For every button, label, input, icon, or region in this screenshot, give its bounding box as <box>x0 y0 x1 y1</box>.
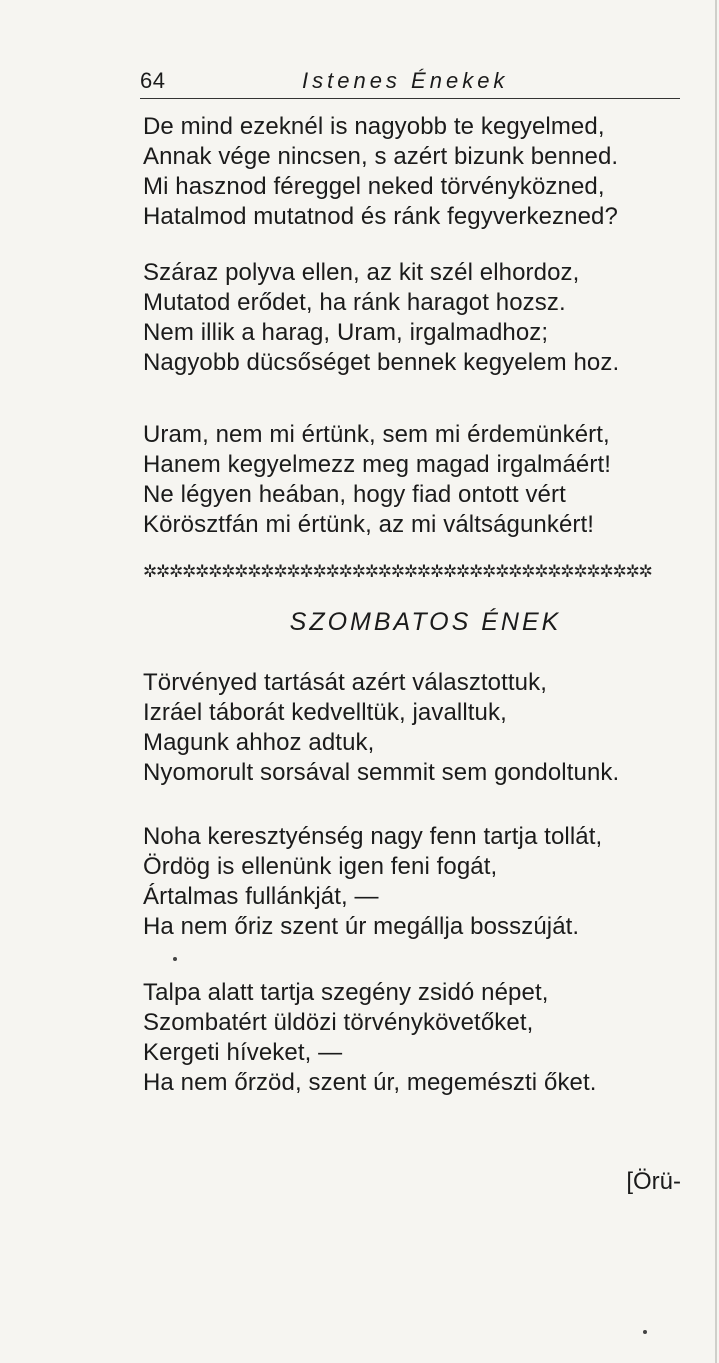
verse-line: Mi hasznod féreggel neked törvényközned, <box>143 173 605 200</box>
verse-line: Noha keresztyénség nagy fenn tartja tollát, <box>143 823 603 850</box>
stanza-2 <box>143 258 688 378</box>
verse-line: Nagyobb dücsőséget bennek kegyelem hoz. <box>143 349 620 376</box>
verse-line: Nem illik a harag, Uram, irgalmadhoz; <box>143 319 549 346</box>
stanza-6 <box>143 978 688 1098</box>
stanza-4 <box>143 668 688 788</box>
running-title: Istenes Énekek <box>302 68 509 93</box>
page-header <box>140 68 680 99</box>
verse-line: Nyomorult sorsával semmit sem gondoltunk. <box>143 759 620 786</box>
verse-line: Mutatod erődet, ha ránk haragot hozsz. <box>143 289 566 316</box>
catchword: [Örü- <box>626 1168 681 1195</box>
stanza-5 <box>143 822 688 942</box>
verse-line: Szombatért üldözi törvénykövetőket, <box>143 1009 534 1036</box>
verse-line: Magunk ahhoz adtuk, <box>143 729 375 756</box>
page-number: 64 <box>140 68 166 93</box>
verse-line: Ne légyen heában, hogy fiad ontott vért <box>143 481 566 508</box>
verse-line: Ha nem őriz szent úr megállja bosszúját. <box>143 913 580 940</box>
verse-line: Törvényed tartását azért választottuk, <box>143 669 547 696</box>
verse-line: Kergeti híveket, — <box>143 1039 343 1066</box>
verse-line: Uram, nem mi értünk, sem mi érdemünkért, <box>143 421 610 448</box>
verse-line: Ördög is ellenünk igen feni fogát, <box>143 853 498 880</box>
verse-line: Körösztfán mi értünk, az mi váltságunkért! <box>143 511 595 538</box>
verse-line: Ha nem őrzöd, szent úr, megemészti őket. <box>143 1069 597 1096</box>
stanza-1 <box>143 112 688 232</box>
page-edge <box>715 0 717 1363</box>
verse-line: Száraz polyva ellen, az kit szél elhordoz, <box>143 259 580 286</box>
ink-speck <box>643 1330 647 1334</box>
asterisk-separator: ✲✲✲✲✲✲✲✲✲✲✲✲✲✲✲✲✲✲✲✲✲✲✲✲✲✲✲✲✲✲✲✲✲✲✲✲✲✲✲ <box>143 562 652 582</box>
ink-speck <box>173 957 177 961</box>
stanza-3 <box>143 420 688 540</box>
verse-line: Hatalmod mutatnod és ránk fegyverkezned? <box>143 203 618 230</box>
verse-line: Talpa alatt tartja szegény zsidó népet, <box>143 979 549 1006</box>
verse-line: De mind ezeknél is nagyobb te kegyelmed, <box>143 113 605 140</box>
verse-line: Izráel táborát kedvelltük, javalltuk, <box>143 699 507 726</box>
verse-line: Ártalmas fullánkját, — <box>143 883 379 910</box>
verse-line: Hanem kegyelmezz meg magad irgalmáért! <box>143 451 611 478</box>
verse-line: Annak vége nincsen, s azért bizunk benned. <box>143 143 619 170</box>
section-title: SZOMBATOS ÉNEK <box>289 608 562 636</box>
